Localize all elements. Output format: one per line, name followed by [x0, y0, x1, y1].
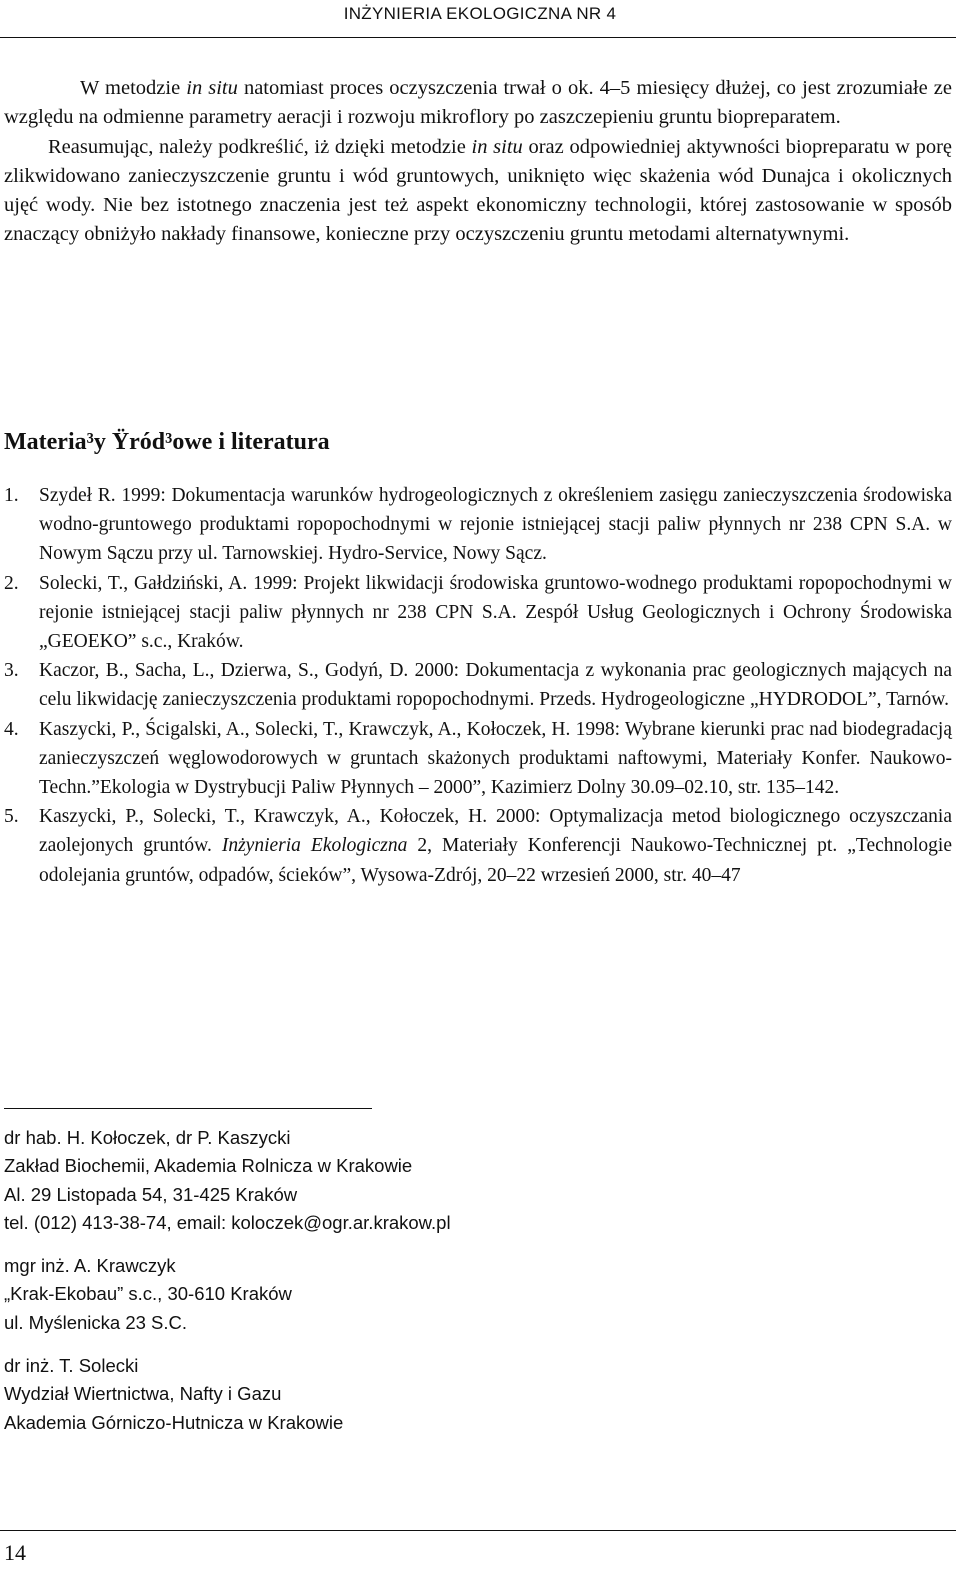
- reference-item: [4, 481, 952, 569]
- affiliation-line: dr inż. T. Solecki: [4, 1355, 139, 1376]
- reference-number: 1.: [4, 485, 19, 506]
- reference-text: Kaszycki, P., Ścigalski, A., Solecki, T., Krawczyk, A., Kołoczek, H. 1998: Wybrane kierunki prac nad biodegradacją zanieczyszczeń węglowodorowych w gruntach skażonych produktami naftowymi, Materiały Konfer. Naukowo-Techn.”Ekologia w Dystrybucji Paliw Płynnych – 2000”, Kazimierz Dolny 30.09–02.10, str. 135–142.: [39, 718, 952, 799]
- reference-text: Szydeł R. 1999: Dokumentacja warunków hydrogeologicznych z określeniem zasięgu zanieczyszczenia środowiska wodno-gruntowego produktami ropopochodnymi w rejonie istniejącej stacji paliw płynnych nr 238 CPN S.A. w Nowym Sączu przy ul. Tarnowskiej. Hydro-Service, Nowy Sącz.: [39, 485, 952, 565]
- author-affiliation-2: [4, 1252, 704, 1337]
- running-header: INŻYNIERIA EKOLOGICZNA NR 4: [343, 4, 617, 23]
- author-affiliation-1: [4, 1124, 704, 1237]
- reference-text: Kaczor, B., Sacha, L., Dzierwa, S., Godyń, D. 2000: Dokumentacja z wykonania prac geologicznych mających na celu likwidację zanieczyszczenia produktami ropopochodnymi. Przeds. Hydrogeologiczne „HYDRODOL”, Tarnów.: [39, 660, 952, 711]
- affiliation-line: Al. 29 Listopada 54, 31-425 Kraków: [4, 1183, 298, 1205]
- footnote-divider: [4, 1108, 372, 1109]
- reference-journal-title: Inżynieria Ekologiczna: [221, 835, 408, 857]
- affiliation-line: dr hab. H. Kołoczek, dr P. Kaszycki: [4, 1127, 291, 1148]
- reference-item: [4, 569, 952, 657]
- paragraph-2-end: oraz odpowiedniej aktywności biopreparatu w porę zlikwidowano zanieczyszczenie gruntu i wód gruntowych, uniknięto więc skażenia wód Dunajca i okolicznych ujęć wody. Nie bez istotnego znaczenia jest też aspekt ekonomiczny technologii, której zastosowanie w sposób znaczący obniżyło nakłady finansowe, konieczne przy oczyszczeniu gruntu metodami alternatywnymi.: [4, 135, 952, 246]
- reference-item: [4, 715, 952, 803]
- footer-divider: [0, 1530, 956, 1531]
- reference-number: 3.: [4, 660, 19, 682]
- reference-number: 2.: [4, 572, 19, 594]
- reference-text: Solecki, T., Gałdziński, A. 1999: Projekt likwidacji środowiska gruntowo-wodnego produktami ropopochodnymi w rejonie istniejącej stacji paliw płynnych nr 238 CPN S.A. Zespół Usług Geologicznych i Ochrony Środowiska „GEOEKO” s.c., Kraków.: [39, 572, 952, 653]
- paragraph-1-italic: in situ: [186, 77, 238, 99]
- paragraph-1: [4, 74, 952, 133]
- reference-list: [4, 481, 952, 890]
- reference-text-end: 2, Materiały Konferencji Naukowo-Technicznej pt. „Technologie odolejania gruntów, odpadów, ścieków”, Wysowa-Zdrój, 20–22 wrzesień 2000, str. 40–47: [39, 835, 952, 886]
- affiliation-line: Zakład Biochemii, Akademia Rolnicza w Krakowie: [4, 1155, 413, 1177]
- reference-text-start: Kaszycki, P., Solecki, T., Krawczyk, A., Kołoczek, H. 2000: Optymalizacja metod biologicznego oczyszczania zaolejonych gruntów.: [39, 806, 952, 857]
- affiliation-line: ul. Myślenicka 23 S.C.: [4, 1311, 188, 1333]
- affiliation-contact-line: tel. (012) 413-38-74, email: koloczek@ogr.ar.krakow.pl: [4, 1211, 451, 1233]
- reference-item: [4, 656, 952, 714]
- affiliation-line: „Krak-Ekobau” s.c., 30-610 Kraków: [4, 1283, 292, 1305]
- affiliation-line: Akademia Górniczo-Hutnicza w Krakowie: [4, 1411, 344, 1433]
- reference-number: 4.: [4, 718, 19, 740]
- section-title: Materia³y Ÿród³owe i literatura: [4, 429, 330, 455]
- reference-number: 5.: [4, 806, 19, 828]
- body-text: [4, 74, 952, 250]
- affiliation-line: mgr inż. A. Krawczyk: [4, 1255, 176, 1276]
- header-divider: [0, 37, 956, 38]
- paragraph-1-end: natomiast proces oczyszczenia trwał o ok. 4–5 miesięcy dłużej, co jest zrozumiałe ze względu na odmienne parametry aeracji i rozwoju mikroflory po zaszczepieniu gruntu biopreparatem.: [4, 77, 952, 129]
- page-number: 14: [4, 1540, 26, 1565]
- paragraph-2: [4, 133, 952, 250]
- paragraph-2-italic: in situ: [471, 135, 523, 158]
- affiliation-line: Wydział Wiertnictwa, Nafty i Gazu: [4, 1383, 282, 1405]
- paragraph-1-start: W metodzie: [80, 77, 187, 99]
- reference-item: [4, 802, 952, 890]
- paragraph-2-start: Reasumując, należy podkreślić, iż dzięki metodzie: [48, 135, 472, 158]
- author-affiliation-3: [4, 1352, 704, 1437]
